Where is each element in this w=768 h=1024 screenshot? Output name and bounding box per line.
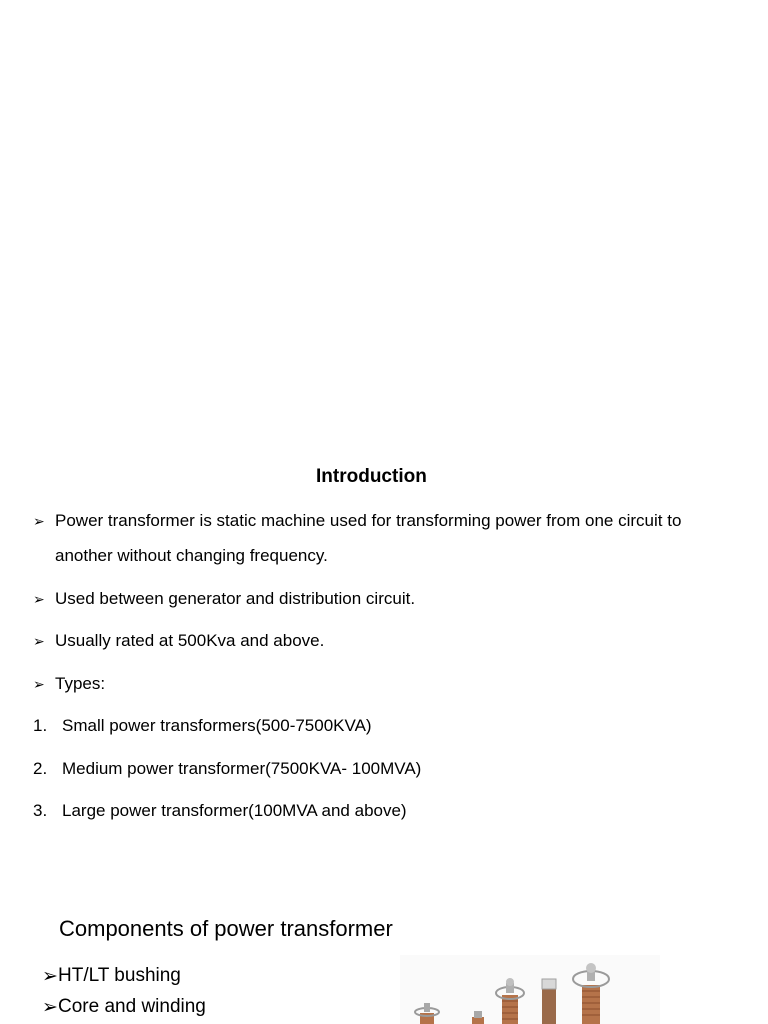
type-number-3: 3. [33,801,48,820]
bullet-icon: ➢ [33,633,45,649]
bullet-icon: ➢ [33,676,45,692]
intro-bullet-3: Usually rated at 500Kva and above. [55,631,325,650]
component-item-2: Core and winding [58,996,206,1017]
bullet-icon: ➢ [42,997,58,1018]
type-item-3: Large power transformer(100MVA and above) [62,801,407,820]
intro-bullet-1-line-2: another without changing frequency. [55,546,328,565]
type-item-2: Medium power transformer(7500KVA- 100MVA) [62,759,422,778]
components-title: Components of power transformer [59,916,393,941]
intro-bullet-1-line-1: Power transformer is static machine used for transforming power from one circuit to [55,511,682,530]
bullet-icon: ➢ [33,591,45,607]
component-item-1: HT/LT bushing [58,965,181,986]
type-number-1: 1. [33,716,48,735]
bullet-icon: ➢ [33,513,45,529]
intro-heading: Introduction [316,466,427,487]
bullet-icon: ➢ [42,966,58,987]
intro-bullet-4: Types: [55,674,106,693]
type-item-1: Small power transformers(500-7500KVA) [62,716,372,735]
intro-bullet-2: Used between generator and distribution circuit. [55,589,416,608]
bushing-photo [400,955,660,1024]
type-number-2: 2. [33,759,48,778]
